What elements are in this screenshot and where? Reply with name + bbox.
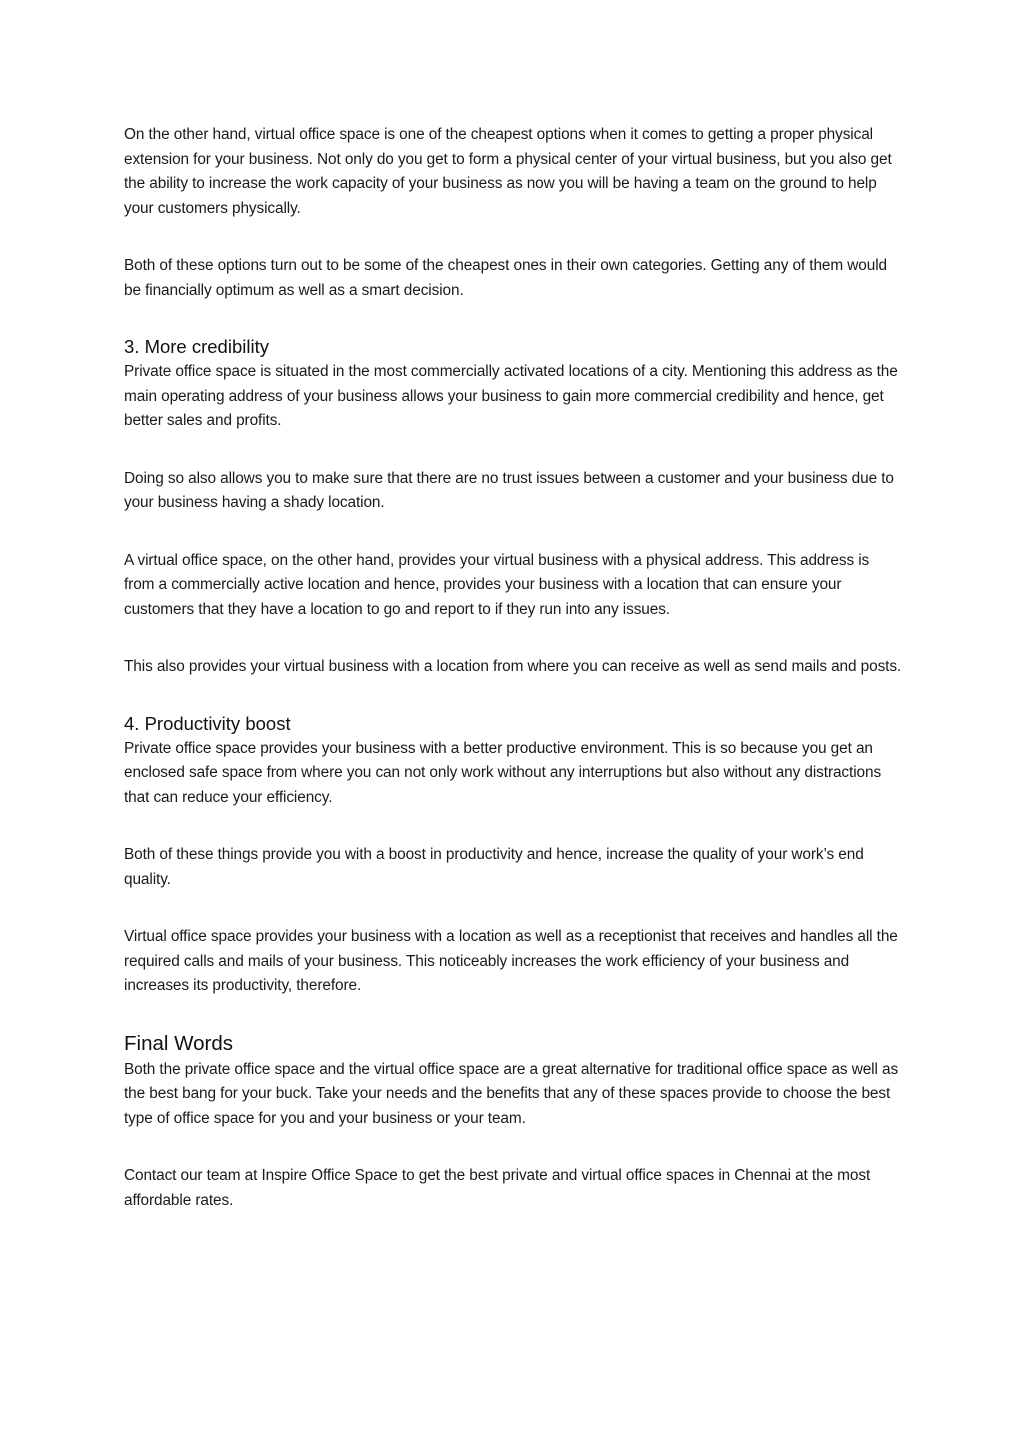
heading-final-words: Final Words	[124, 1031, 233, 1055]
paragraph-productivity-2: Both of these things provide you with a boost in productivity and hence, increase the quality of your work’s end quality.	[124, 846, 864, 888]
heading-more-credibility: 3. More credibility	[124, 336, 269, 357]
paragraph-final-2: Contact our team at Inspire Office Space to get the best private and virtual office spaces in Chennai at the most affordable rates.	[124, 1167, 871, 1209]
paragraph-credibility-4: This also provides your virtual business with a location from where you can receive as well as send mails and posts.	[124, 658, 902, 675]
paragraph-productivity-3: Virtual office space provides your business with a location as well as a receptionist that receives and handles all the required calls and mails of your business. This noticeably increases the work efficiency of your business and increases its productivity, therefore.	[124, 928, 898, 994]
paragraph-virtual-office-cheap: On the other hand, virtual office space is one of the cheapest options when it comes to getting a proper physical extension for your business. Not only do you get to form a physical center of your virtual business, but you also get the ability to increase the work capacity of your business as now you will be having a team on the ground to help your customers physically.	[124, 126, 892, 217]
paragraph-final-1: Both the private office space and the virtual office space are a great alternative for traditional office space as well as the best bang for your buck. Take your needs and the benefits that any of these spaces provide to choose the best type of office space for you and your business or your team.	[124, 1060, 899, 1127]
paragraph-cheapest-options: Both of these options turn out to be some of the cheapest ones in their own categories. Getting any of them would be financially optimum as well as a smart decision.	[124, 257, 887, 299]
paragraph-credibility-1: Private office space is situated in the most commercially activated locations of a city. Mentioning this address as the main operating address of your business allows your business to gain more commercial credibility and hence, get better sales and profits.	[124, 363, 898, 429]
heading-productivity-boost: 4. Productivity boost	[124, 712, 291, 734]
paragraph-credibility-3: A virtual office space, on the other hand, provides your virtual business with a physical address. This address is from a commercially active location and hence, provides your business with a location that can ensure your customers that they have a location to go and report to if they run into any issues.	[124, 551, 870, 618]
document-page	[124, 123, 902, 1213]
paragraph-productivity-1: Private office space provides your business with a better productive environment. This is so because you get an enclosed safe space from where you can not only work without any interruptions but also without any distractions that can reduce your efficiency.	[124, 739, 882, 806]
paragraph-credibility-2: Doing so also allows you to make sure that there are no trust issues between a customer and your business due to your business having a shady location.	[124, 469, 894, 511]
